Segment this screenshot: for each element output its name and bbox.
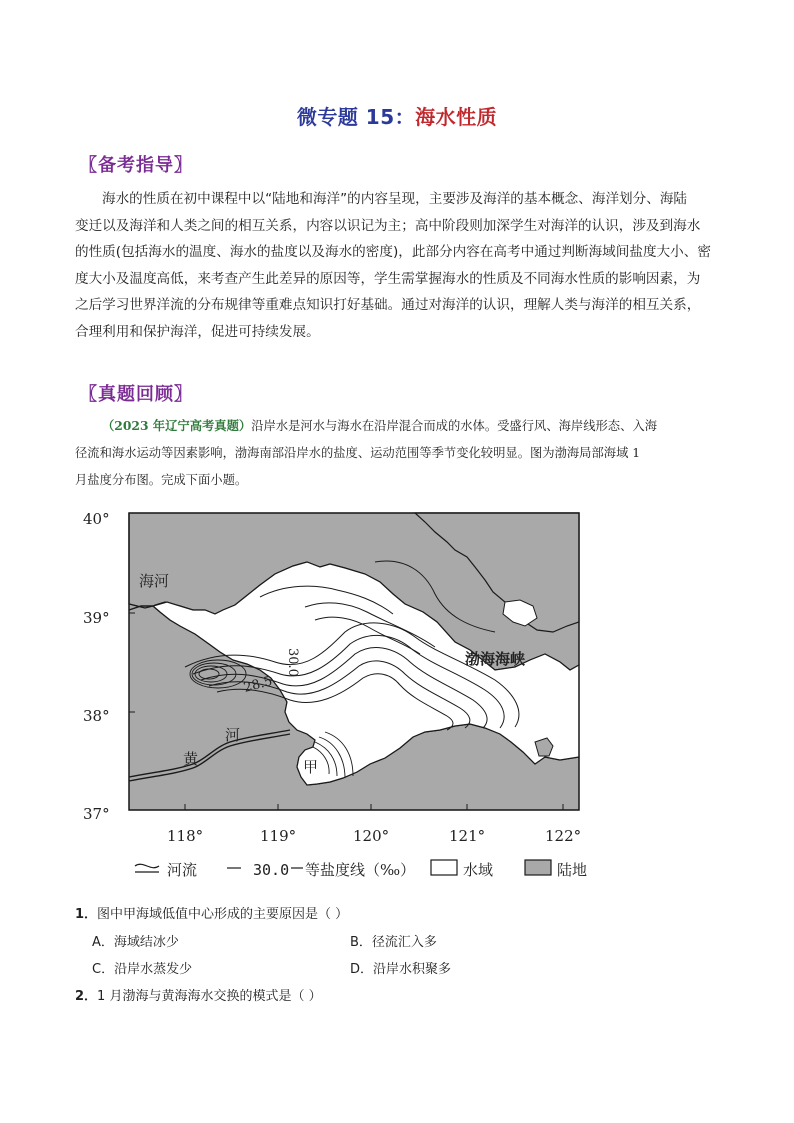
review-heading: 〖真题回顾〗 (79, 384, 193, 405)
lon-label: 119° (260, 827, 297, 845)
question-source: （2023 年辽宁高考真题） (102, 418, 252, 433)
legend-isoline-value: 30.0 (253, 861, 290, 879)
legend-isoline-text: 等盐度线（‰） (305, 861, 416, 879)
salinity-map (75, 502, 615, 887)
guide-line: 变迁以及海洋和人类之间的相互关系，内容以识记为主；高中阶段则加深学生对海洋的认识，涉及到海水 (75, 217, 701, 234)
question-intro (75, 412, 720, 494)
question-2 (75, 985, 322, 1004)
legend-water-swatch (431, 860, 457, 875)
lon-label: 120° (353, 827, 390, 845)
option-a[interactable]: A．海域结冰少 (92, 935, 179, 950)
lat-label: 37° (83, 805, 110, 823)
legend-water-label: 水域 (463, 861, 494, 879)
legend-river-label: 河流 (167, 861, 198, 879)
title-topic: 海水性质 (415, 105, 498, 129)
intro-line: 径流和海水运动等因素影响，渤海南部沿岸水的盐度、运动范围等季节变化较明显。图为渤海局部海域 1 (75, 446, 641, 460)
intro-line: 沿岸水是河水与海水在沿岸混合而成的水体。受盛行风、海岸线形态、入海 (251, 419, 657, 433)
isoline-label: 30.0 (285, 648, 300, 677)
page-title (0, 101, 794, 130)
label-jia: 甲 (303, 758, 319, 776)
intro-line: 月盐度分布图。完成下面小题。 (75, 473, 248, 487)
label-huang: 黄 (183, 750, 199, 768)
guide-line: 度大小及温度高低，来考查产生此差异的原因等，学生需掌握海水的性质及不同海水性质的影响因素，为 (75, 270, 701, 287)
option-d[interactable]: D．沿岸水积聚多 (350, 962, 452, 977)
question-text: 图中甲海域低值中心形成的主要原因是（ ） (97, 907, 349, 922)
label-haihe: 海河 (139, 572, 170, 590)
lat-label: 38° (83, 707, 110, 725)
legend-land-swatch (525, 860, 551, 875)
guide-line: 海水的性质在初中课程中以“陆地和海洋”的内容呈现，主要涉及海洋的基本概念、海洋划分、海陆 (102, 191, 688, 207)
option-c[interactable]: C．沿岸水蒸发少 (92, 962, 193, 977)
legend (135, 860, 587, 879)
lat-label: 40° (83, 510, 110, 528)
question-1 (75, 903, 348, 922)
guide-heading: 〖备考指导〗 (79, 155, 193, 176)
question-text: 1 月渤海与黄海海水交换的模式是（ ） (97, 989, 322, 1004)
lon-label: 121° (449, 827, 486, 845)
title-prefix: 微专题 15： (296, 105, 416, 129)
question-number: 2． (75, 989, 98, 1004)
question-number: 1． (75, 907, 98, 922)
lat-label: 39° (83, 609, 110, 627)
guide-paragraph (75, 186, 720, 345)
label-strait: 渤海海峡 (465, 650, 526, 668)
isoline-label: 28.5 (242, 673, 275, 696)
lon-label: 118° (167, 827, 204, 845)
legend-river-icon (135, 864, 159, 872)
legend-land-label: 陆地 (557, 861, 588, 879)
guide-line: 的性质(包括海水的温度、海水的盐度以及海水的密度)，此部分内容在高考中通过判断海域间盐度大小、密 (75, 244, 711, 260)
lon-label: 122° (545, 827, 582, 845)
guide-line: 合理利用和保护海洋，促进可持续发展。 (75, 323, 320, 340)
guide-line: 之后学习世界洋流的分布规律等重难点知识打好基础。通过对海洋的认识，理解人类与海洋的相互关系， (75, 297, 701, 313)
option-b[interactable]: B．径流汇入多 (350, 935, 437, 950)
label-he: 河 (225, 726, 241, 744)
